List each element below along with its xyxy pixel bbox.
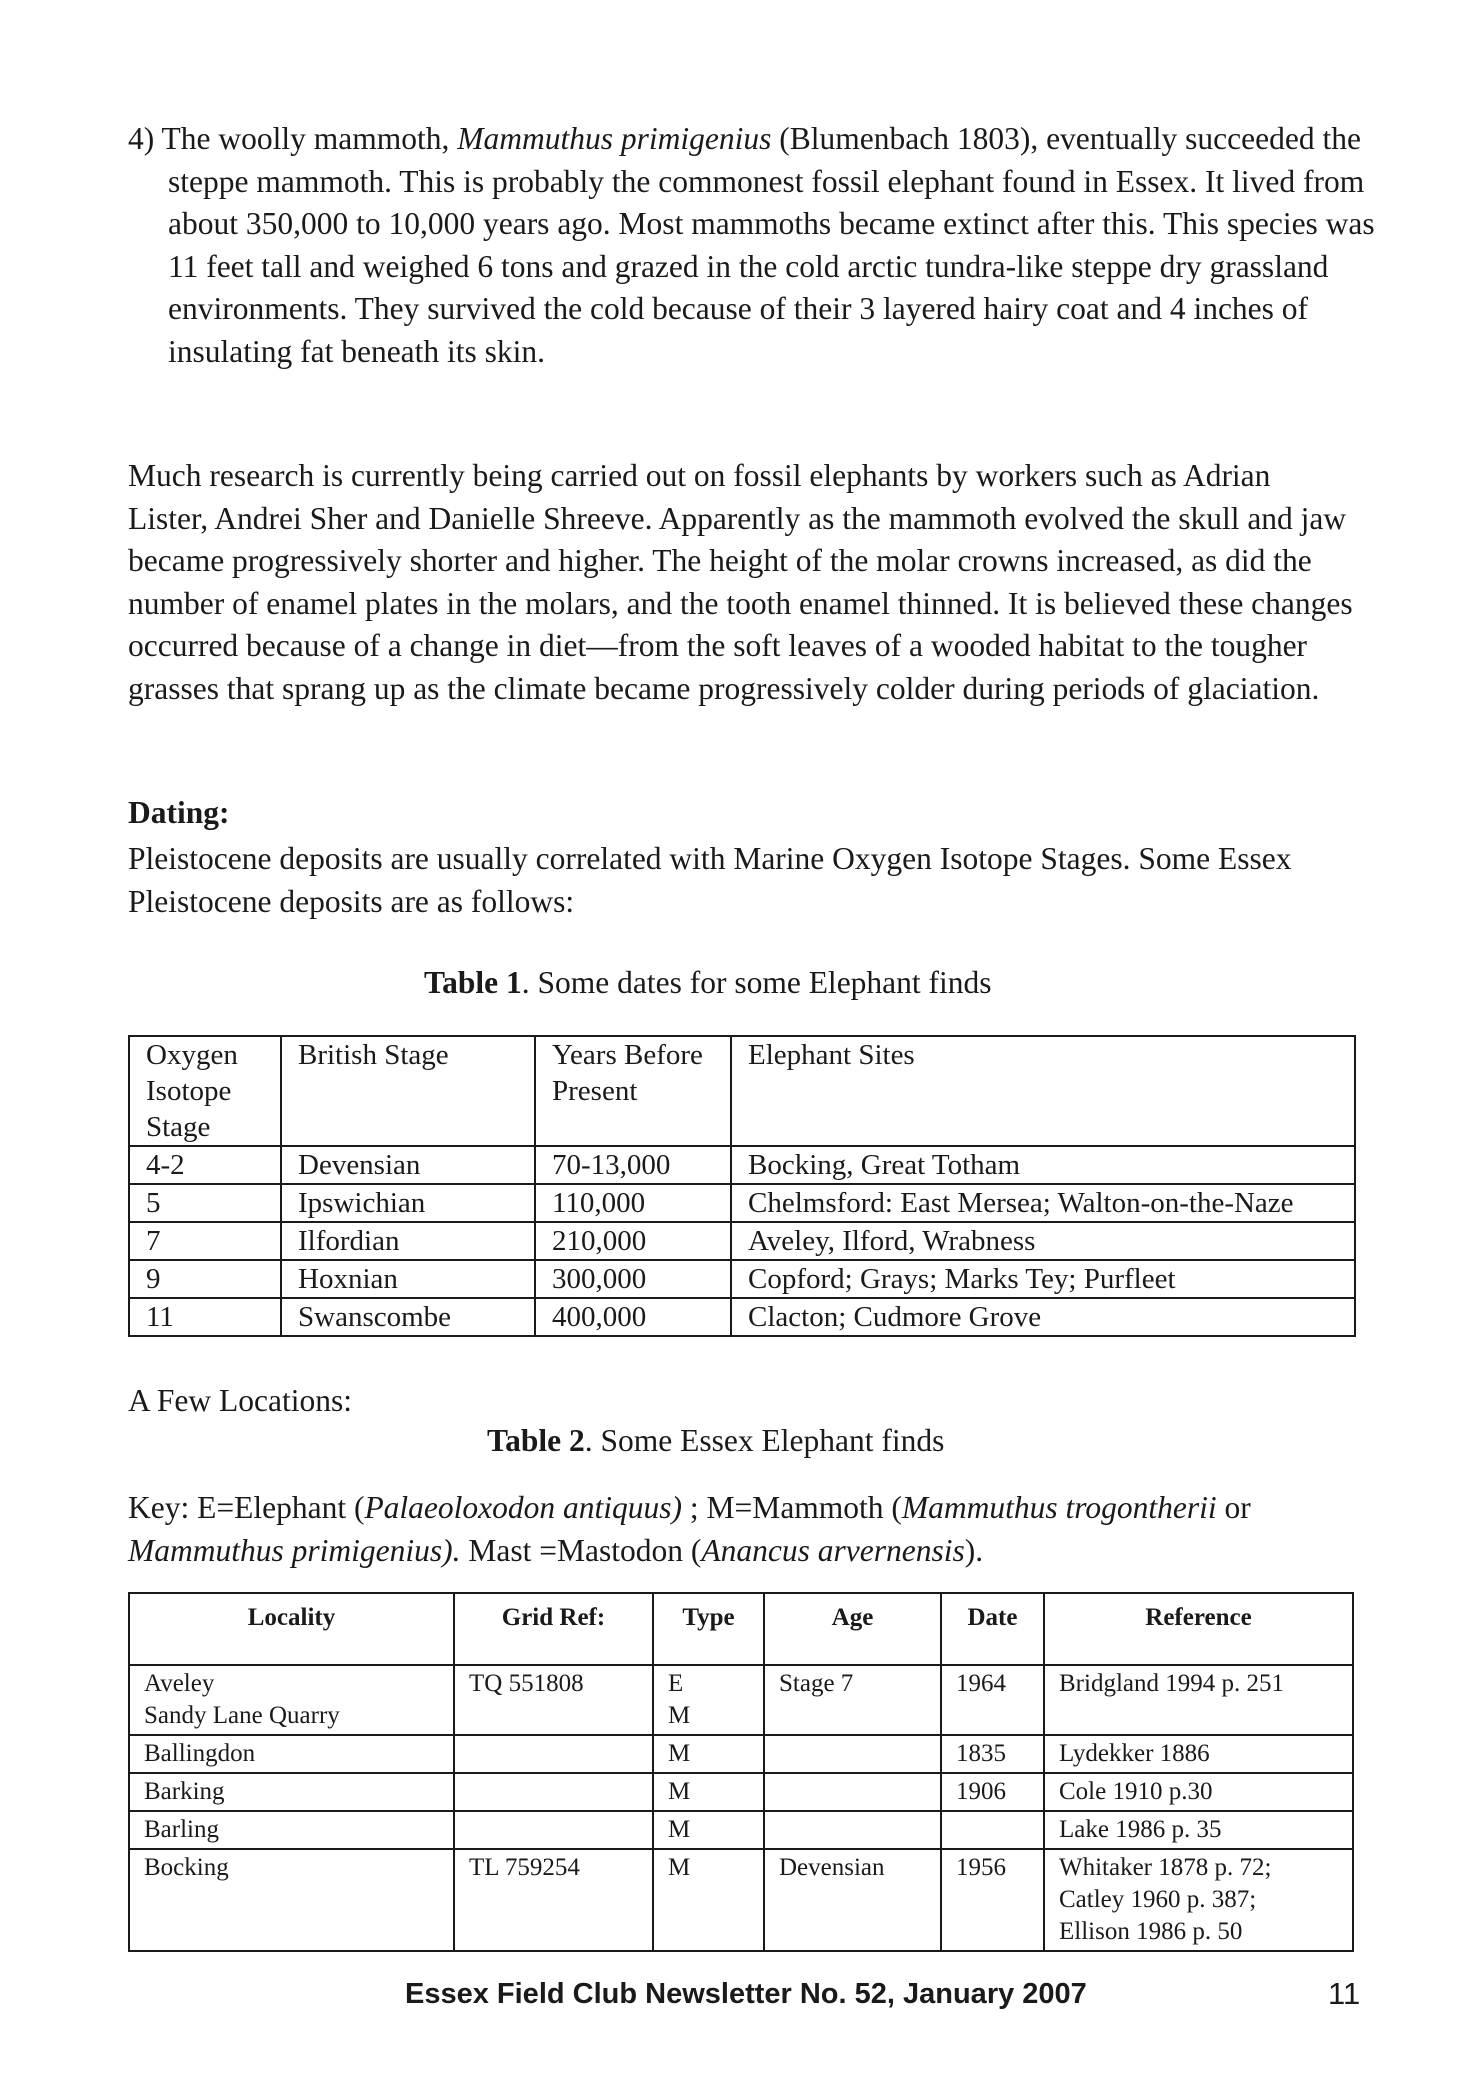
reference-text: Ellison 1986 p. 50 (1059, 1918, 1243, 1945)
locality-cell: Barling (129, 1811, 454, 1849)
woolly-mammoth-paragraph (128, 118, 1393, 373)
grid-ref-cell (454, 1773, 653, 1811)
reference-text: Whitaker 1878 p. 72; (1059, 1854, 1272, 1881)
key-text: ; M=Mammoth ( (682, 1490, 902, 1525)
key-species: Mammuthus trogontherii (901, 1490, 1217, 1525)
type-cell: M (653, 1849, 764, 1951)
locality-cell (129, 1665, 454, 1735)
table-row (129, 1665, 1353, 1735)
sites-cell: Bocking, Great Totham (731, 1146, 1355, 1184)
isotope-stage-cell: 5 (129, 1184, 281, 1222)
key-species: Palaeoloxodon antiquus) (364, 1490, 683, 1525)
table1-caption-label: Table 1 (424, 965, 522, 1000)
item4-text-rest: (Blumenbach 1803), eventually succeeded the steppe mammoth. This is probably the commonest fossil elephant found in Essex. It lived from about 350,000 to 10,000 years ago. Most mammoths became extinct after this. This species was 11 feet tall and weighed 6 tons and grazed in the cold arctic tundra-like steppe dry grassland environments. They survived the cold because of their 3 layered hairy coat and 4 inches of insulating fat beneath its skin. (168, 121, 1375, 369)
table-row (129, 1735, 1353, 1773)
header-date: Date (941, 1593, 1044, 1665)
table-row (129, 1222, 1355, 1260)
header-grid-ref: Grid Ref: (454, 1593, 653, 1665)
table2-caption-label: Table 2 (487, 1423, 585, 1458)
header-age: Age (764, 1593, 941, 1665)
type-text: M (668, 1702, 691, 1729)
age-cell: Devensian (764, 1849, 941, 1951)
elephant-dates-table (128, 1035, 1356, 1337)
header-british-stage: British Stage (281, 1036, 535, 1146)
years-cell: 110,000 (535, 1184, 731, 1222)
header-elephant-sites: Elephant Sites (731, 1036, 1355, 1146)
header-type: Type (653, 1593, 764, 1665)
date-cell: 1956 (941, 1849, 1044, 1951)
isotope-stage-cell: 4-2 (129, 1146, 281, 1184)
type-cell: M (653, 1735, 764, 1773)
locality-cell: Ballingdon (129, 1735, 454, 1773)
grid-ref-cell: TQ 551808 (454, 1665, 653, 1735)
essex-elephant-finds-table (128, 1592, 1354, 1952)
key-species: Mammuthus primigenius). (128, 1532, 461, 1568)
reference-cell: Lake 1986 p. 35 (1044, 1811, 1353, 1849)
header-locality: Locality (129, 1593, 454, 1665)
british-stage-cell: Ipswichian (281, 1184, 535, 1222)
age-cell (764, 1811, 941, 1849)
table-header-row (129, 1036, 1355, 1146)
isotope-stage-cell: 9 (129, 1260, 281, 1298)
newsletter-footer: Essex Field Club Newsletter No. 52, January 2007 (405, 1978, 1087, 2010)
age-cell (764, 1773, 941, 1811)
research-paragraph: Much research is currently being carried out on fossil elephants by workers such as Adrian Lister, Andrei Sher and Danielle Shreeve. Apparently as the mammoth evolved the skull and jaw became progressively shorter and higher. The height of the molar crowns increased, as did the number of enamel plates in the molars, and the tooth enamel thinned. It is believed these changes occurred because of a change in diet—from the soft leaves of a wooded habitat to the tougher grasses that sprang up as the climate became progressively colder during periods of glaciation. (128, 458, 1353, 706)
date-cell: 1906 (941, 1773, 1044, 1811)
british-stage-cell: Swanscombe (281, 1298, 535, 1336)
date-cell: 1964 (941, 1665, 1044, 1735)
page-number: 11 (1328, 1976, 1361, 2011)
age-cell: Stage 7 (764, 1665, 941, 1735)
grid-ref-cell: TL 759254 (454, 1849, 653, 1951)
type-cell (653, 1665, 764, 1735)
table-row (129, 1773, 1353, 1811)
locations-label: A Few Locations: (128, 1383, 352, 1418)
type-cell: M (653, 1773, 764, 1811)
dating-heading: Dating: (128, 795, 230, 830)
key-text: Mast =Mastodon ( (460, 1532, 702, 1568)
reference-text: Catley 1960 p. 387; (1059, 1886, 1257, 1913)
locality-cell: Bocking (129, 1849, 454, 1951)
locality-cell: Barking (129, 1773, 454, 1811)
key-text: or (1216, 1490, 1251, 1525)
british-stage-cell: Ilfordian (281, 1222, 535, 1260)
key-text: ). (964, 1532, 984, 1568)
table-row (129, 1849, 1353, 1951)
british-stage-cell: Devensian (281, 1146, 535, 1184)
reference-cell (1044, 1849, 1353, 1951)
locality-text: Aveley (144, 1670, 215, 1697)
header-oxygen-isotope-stage: Oxygen Isotope Stage (129, 1036, 281, 1146)
table2-caption-text: . Some Essex Elephant finds (584, 1423, 945, 1458)
age-cell (764, 1735, 941, 1773)
locality-text: Sandy Lane Quarry (144, 1702, 340, 1729)
table-row (129, 1298, 1355, 1336)
table-row (129, 1260, 1355, 1298)
sites-cell: Clacton; Cudmore Grove (731, 1298, 1355, 1336)
species-name: Mammuthus primigenius (457, 121, 772, 156)
years-cell: 210,000 (535, 1222, 731, 1260)
grid-ref-cell (454, 1811, 653, 1849)
years-cell: 70-13,000 (535, 1146, 731, 1184)
reference-cell: Bridgland 1994 p. 251 (1044, 1665, 1353, 1735)
date-cell: 1835 (941, 1735, 1044, 1773)
sites-cell: Chelmsford: East Mersea; Walton-on-the-Naze (731, 1184, 1355, 1222)
table-row (129, 1184, 1355, 1222)
grid-ref-cell (454, 1735, 653, 1773)
date-cell (941, 1811, 1044, 1849)
table-header-row (129, 1593, 1353, 1665)
type-cell: M (653, 1811, 764, 1849)
key-text: Key: E=Elephant ( (128, 1490, 365, 1525)
sites-cell: Copford; Grays; Marks Tey; Purfleet (731, 1260, 1355, 1298)
type-text: E (668, 1670, 684, 1697)
table2-key (128, 1487, 1353, 1572)
table1-caption (424, 965, 992, 1001)
reference-cell: Cole 1910 p.30 (1044, 1773, 1353, 1811)
table1-caption-text: . Some dates for some Elephant finds (521, 965, 992, 1000)
isotope-stage-cell: 7 (129, 1222, 281, 1260)
table2-caption (487, 1423, 944, 1459)
isotope-stage-cell: 11 (129, 1298, 281, 1336)
years-cell: 300,000 (535, 1260, 731, 1298)
item4-text-start: 4) The woolly mammoth, (128, 121, 458, 156)
sites-cell: Aveley, Ilford, Wrabness (731, 1222, 1355, 1260)
british-stage-cell: Hoxnian (281, 1260, 535, 1298)
years-cell: 400,000 (535, 1298, 731, 1336)
dating-text: Pleistocene deposits are usually correlated with Marine Oxygen Isotope Stages. Some Essex Pleistocene deposits are as follows: (128, 841, 1292, 919)
reference-cell: Lydekker 1886 (1044, 1735, 1353, 1773)
table-row (129, 1811, 1353, 1849)
key-species: Anancus arvernensis (701, 1532, 965, 1568)
header-years-before-present: Years Before Present (535, 1036, 731, 1146)
table-row (129, 1146, 1355, 1184)
header-reference: Reference (1044, 1593, 1353, 1665)
